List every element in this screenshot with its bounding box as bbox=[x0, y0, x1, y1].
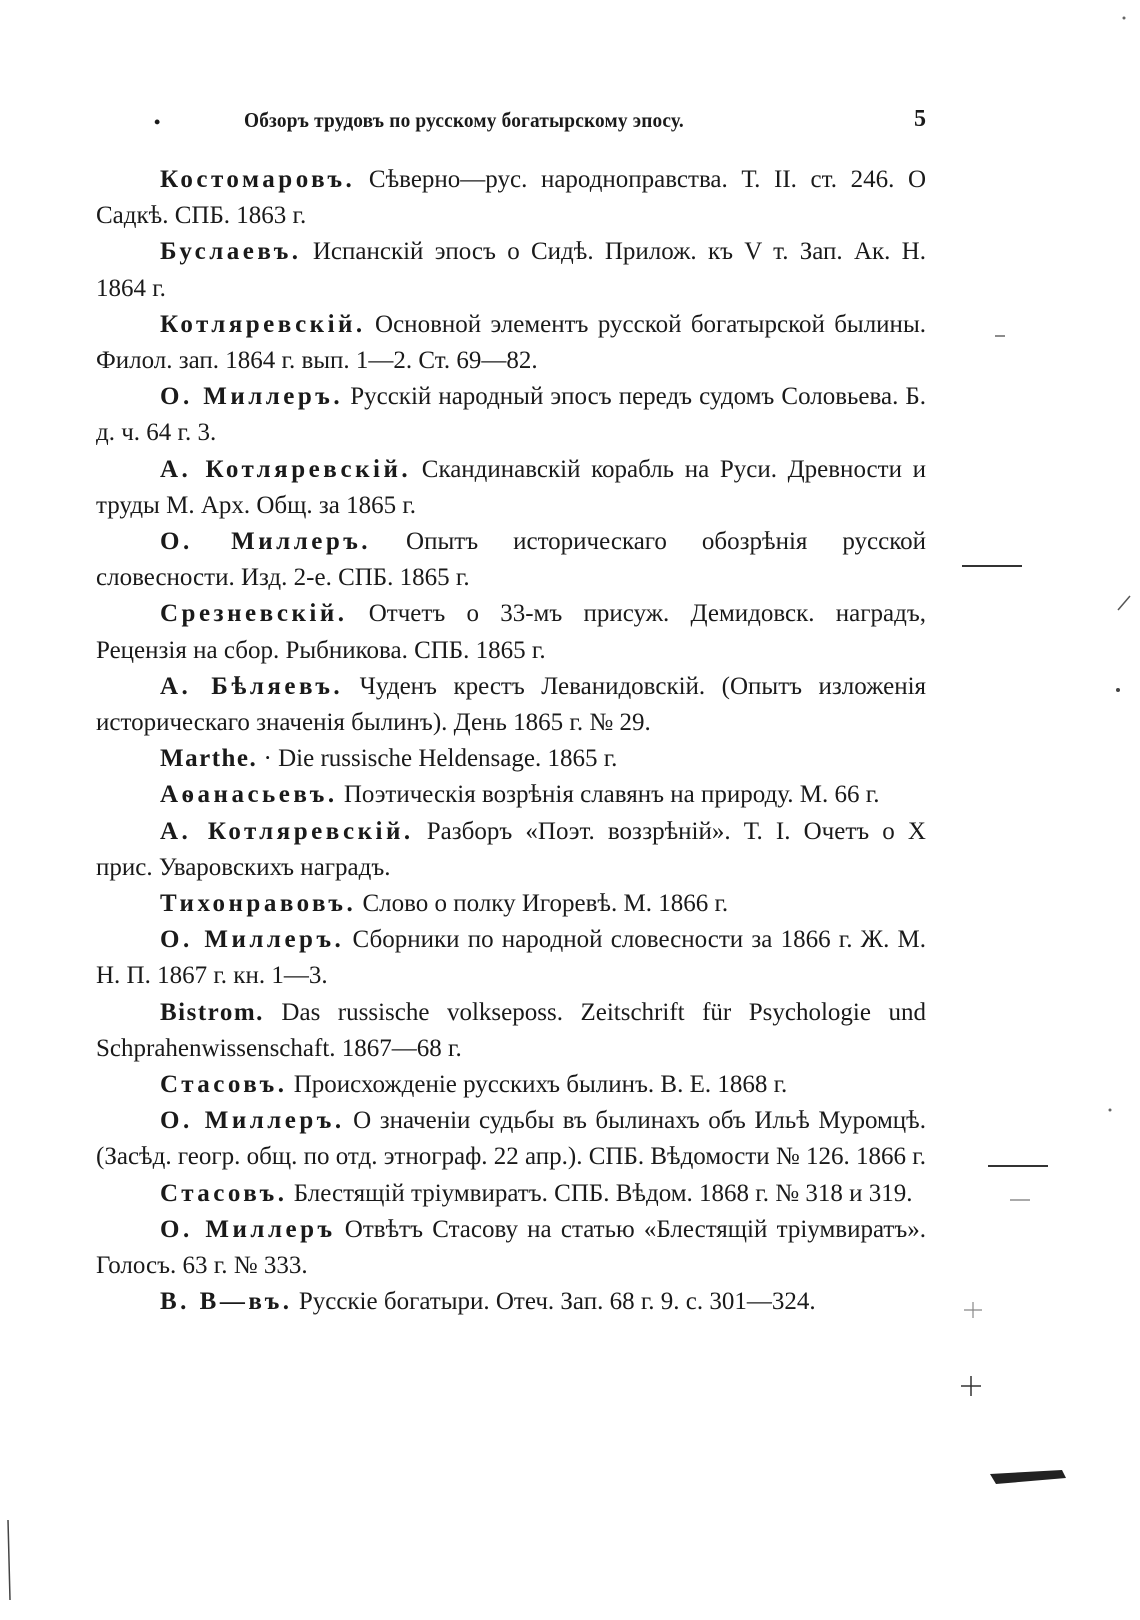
bibliography-entry bbox=[96, 307, 926, 379]
entry-text: Скандинавскій корабль на Руси. Древности и труды М. Арх. Общ. за 1865 г. bbox=[96, 455, 926, 519]
ink-smudge bbox=[990, 1470, 1066, 1484]
bibliography-entry bbox=[96, 1067, 926, 1103]
bibliography-entry bbox=[96, 162, 926, 234]
bibliography-entry bbox=[96, 1176, 926, 1212]
page-number: 5 bbox=[914, 106, 926, 132]
entry-text: Отвѣтъ Стасову на статью «Блестящій тріумвиратъ». Голосъ. 63 г. № 333. bbox=[96, 1215, 926, 1280]
running-title: Обзоръ трудовъ по русскому богатырскому эпосу. bbox=[244, 108, 684, 132]
bibliography-entry bbox=[96, 452, 926, 524]
entry-author: Marthe. bbox=[160, 745, 258, 773]
entry-author: В. В—въ. bbox=[160, 1288, 293, 1316]
bibliography-entry bbox=[96, 777, 926, 813]
entry-author: Костомаровъ. bbox=[160, 166, 356, 193]
entry-text: Происхожденіе русскихъ былинъ. В. Е. 1868 г. bbox=[287, 1071, 788, 1099]
book-page bbox=[96, 100, 926, 1321]
entry-author: Bistrom. bbox=[160, 998, 264, 1026]
entry-author: Буслаевъ. bbox=[160, 238, 302, 266]
entry-text: Блестящій тріумвиратъ. СПБ. Вѣдом. 1868 г. № 318 и 319. bbox=[287, 1179, 913, 1207]
running-header bbox=[96, 100, 926, 140]
entry-author: Котляревскій. bbox=[160, 310, 366, 338]
bibliography-entry bbox=[96, 922, 926, 994]
entry-author: А. Котляревскій. bbox=[160, 817, 414, 845]
entry-text: Разборъ «Поэт. воззрѣній». Т. I. Очетъ о X прис. Уваровскихъ наградъ. bbox=[96, 817, 926, 881]
left-edge-line bbox=[8, 1520, 10, 1600]
bibliography-entry bbox=[96, 524, 926, 596]
margin-slash bbox=[1118, 596, 1130, 610]
bibliography-entry bbox=[96, 1284, 926, 1320]
bibliography-entry bbox=[96, 1212, 926, 1284]
entry-text: · Die russische Heldensage. 1865 г. bbox=[257, 745, 618, 773]
entry-text: Испанскій эпосъ о Сидѣ. Прилож. къ V т. Зап. Ак. Н. 1864 г. bbox=[96, 238, 926, 302]
entry-text: О значеніи судьбы въ былинахъ объ Ильѣ Муромцѣ. (Засѣд. геогр. общ. по отд. этнограф. 22 апр.). СПБ. Вѣдомости № 126. 1866 г. bbox=[96, 1107, 926, 1171]
entry-author: О. Миллеръ. bbox=[160, 926, 345, 954]
entry-text: Слово о полку Игоревѣ. М. 1866 г. bbox=[356, 890, 729, 918]
entry-text: Отчетъ о 33-мъ присуж. Демидовск. наградъ, Рецензія на сбор. Рыбникова. СПБ. 1865 г. bbox=[96, 600, 926, 664]
entry-text: Опытъ историческаго обозрѣнія русской словесности. Изд. 2-е. СПБ. 1865 г. bbox=[96, 528, 927, 592]
bibliography-entry bbox=[96, 234, 926, 306]
entry-text: Das russische volkseposs. Zeitschrift für Psychologie und Schprahenwissenschaft. 1867—68 г. bbox=[96, 998, 926, 1062]
ink-dot-1 bbox=[1116, 688, 1120, 692]
entry-author: Тихонравовъ. bbox=[160, 890, 357, 918]
entry-text: Сѣверно—рус. народноправства. Т. II. ст. 246. О Садкѣ. СПБ. 1863 г. bbox=[96, 166, 926, 230]
entry-text: Основной элементъ русской богатырской былины. Филол. зап. 1864 г. вып. 1—2. Ст. 69—82. bbox=[96, 310, 926, 375]
entry-author: О. Миллеръ. bbox=[160, 528, 372, 556]
bibliography-entry bbox=[96, 669, 926, 741]
bibliography-entry bbox=[96, 814, 926, 886]
entry-text: Русскій народный эпосъ передъ судомъ Соловьева. Б. д. ч. 64 г. 3. bbox=[96, 383, 926, 447]
bibliography-entry bbox=[96, 379, 926, 451]
entry-author: О. Миллеръ bbox=[160, 1215, 336, 1243]
ink-dot-3 bbox=[1109, 1109, 1112, 1112]
bibliography-entry bbox=[96, 741, 926, 777]
entry-author: О. Миллеръ. bbox=[160, 383, 344, 411]
header-bullet: • bbox=[154, 112, 161, 132]
asterisk-mark bbox=[964, 1302, 982, 1318]
entry-text: Поэтическія возрѣнія славянъ на природу. М. 66 г. bbox=[337, 781, 880, 809]
entry-author: О. Миллеръ. bbox=[160, 1107, 345, 1135]
entry-author: А. Котляревскій. bbox=[160, 455, 412, 483]
ink-dot-2 bbox=[1123, 17, 1126, 20]
entry-author: А. Бѣляевъ. bbox=[160, 672, 344, 700]
bibliography-entry bbox=[96, 1103, 926, 1175]
entry-text: Чуденъ крестъ Леванидовскій. (Опытъ изложенія историческаго значенія былинъ). День 1865 г. № 29. bbox=[96, 672, 927, 737]
bibliography-entry bbox=[96, 596, 926, 668]
bibliography-entry bbox=[96, 886, 926, 922]
entry-author: Аѳанасьевъ. bbox=[160, 781, 338, 809]
cross-mark bbox=[961, 1376, 981, 1396]
entry-author: Стасовъ. bbox=[160, 1071, 288, 1099]
entry-text: Русскіе богатыри. Отеч. Зап. 68 г. 9. с. 301—324. bbox=[292, 1288, 816, 1316]
bibliography-entry bbox=[96, 995, 926, 1067]
entry-text: Сборники по народной словесности за 1866 г. Ж. М. Н. П. 1867 г. кн. 1—3. bbox=[96, 926, 927, 990]
entry-author: Срезневскій. bbox=[160, 600, 348, 628]
entry-author: Стасовъ. bbox=[160, 1179, 288, 1207]
bibliography-list bbox=[96, 162, 926, 1321]
